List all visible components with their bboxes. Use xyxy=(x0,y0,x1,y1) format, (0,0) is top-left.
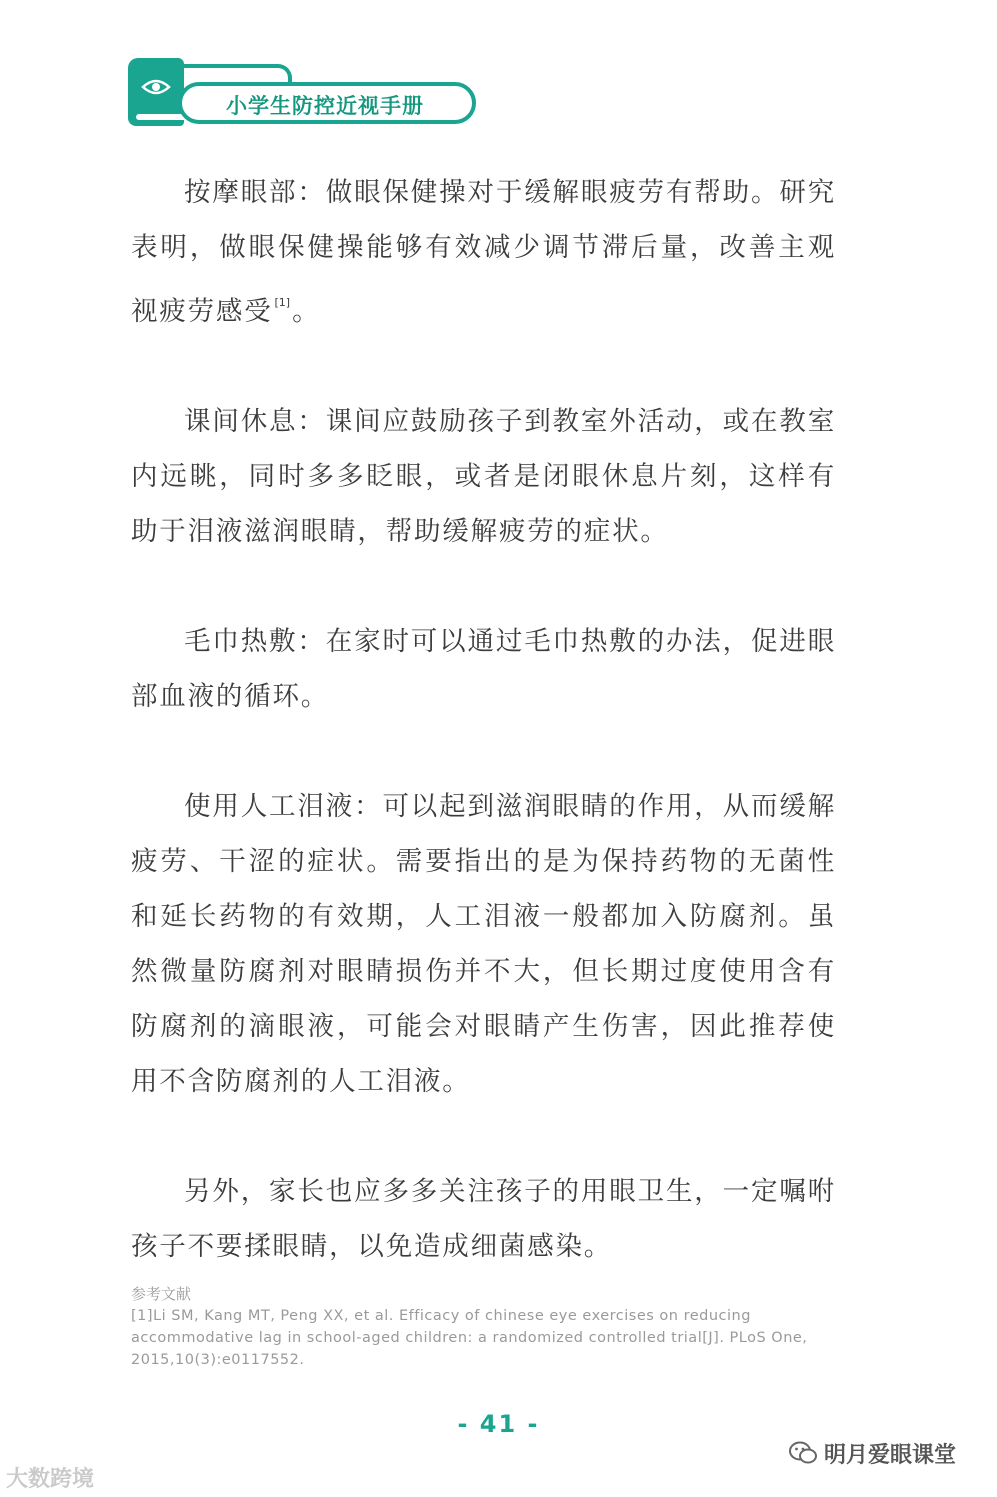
references-title: 参考文献 xyxy=(131,1285,192,1303)
title-banner xyxy=(178,82,476,124)
watermark-right xyxy=(788,1436,978,1472)
book-logo xyxy=(128,58,184,126)
eye-icon xyxy=(141,78,171,96)
reference-entry: [1]Li SM, Kang MT, Peng XX, et al. Efficacy of chinese eye exercises on reducing accommodative lag in school-aged children: a randomized controlled trial[J]. PLoS One, 2015,10(3):e0117552. xyxy=(131,1308,808,1368)
watermark-left: 大数跨境 xyxy=(6,1467,95,1492)
paragraph-class-break: 课间休息：课间应鼓励孩子到教室外活动，或在教室内远眺，同时多多眨眼，或者是闭眼休息片刻，这样有助于泪液滋润眼睛，帮助缓解疲劳的症状。 xyxy=(131,406,836,547)
watermark-right-text: 明月爱眼课堂 xyxy=(824,1443,957,1468)
page-number: - 41 - xyxy=(457,1410,540,1438)
paragraph-eye-massage xyxy=(131,165,836,339)
references xyxy=(131,1283,836,1371)
handbook-title: 小学生防控近视手册 xyxy=(226,94,424,118)
citation-marker: [1] xyxy=(274,296,291,309)
paragraph-parents: 另外，家长也应多多关注孩子的用眼卫生，一定嘱咐孩子不要揉眼睛，以免造成细菌感染。 xyxy=(131,1176,836,1262)
paragraph-artificial-tears: 使用人工泪液：可以起到滋润眼睛的作用，从而缓解疲劳、干涩的症状。需要指出的是为保持药物的无菌性和延长药物的有效期，人工泪液一般都加入防腐剂。虽然微量防腐剂对眼睛损伤并不大，但长期过度使用含有防腐剂的滴眼液，可能会对眼睛产生伤害，因此推荐使用不含防腐剂的人工泪液。 xyxy=(131,791,836,1097)
wechat-icon xyxy=(788,1440,818,1466)
paragraph-end: 。 xyxy=(292,296,321,327)
paragraph-hot-towel: 毛巾热敷：在家时可以通过毛巾热敷的办法，促进眼部血液的循环。 xyxy=(131,626,836,712)
article-body xyxy=(131,165,836,1329)
handbook-header xyxy=(128,58,484,134)
paragraph-text: 按摩眼部：做眼保健操对于缓解眼疲劳有帮助。研究表明，做眼保健操能够有效减少调节滞后量，改善主观视疲劳感受 xyxy=(131,177,836,327)
